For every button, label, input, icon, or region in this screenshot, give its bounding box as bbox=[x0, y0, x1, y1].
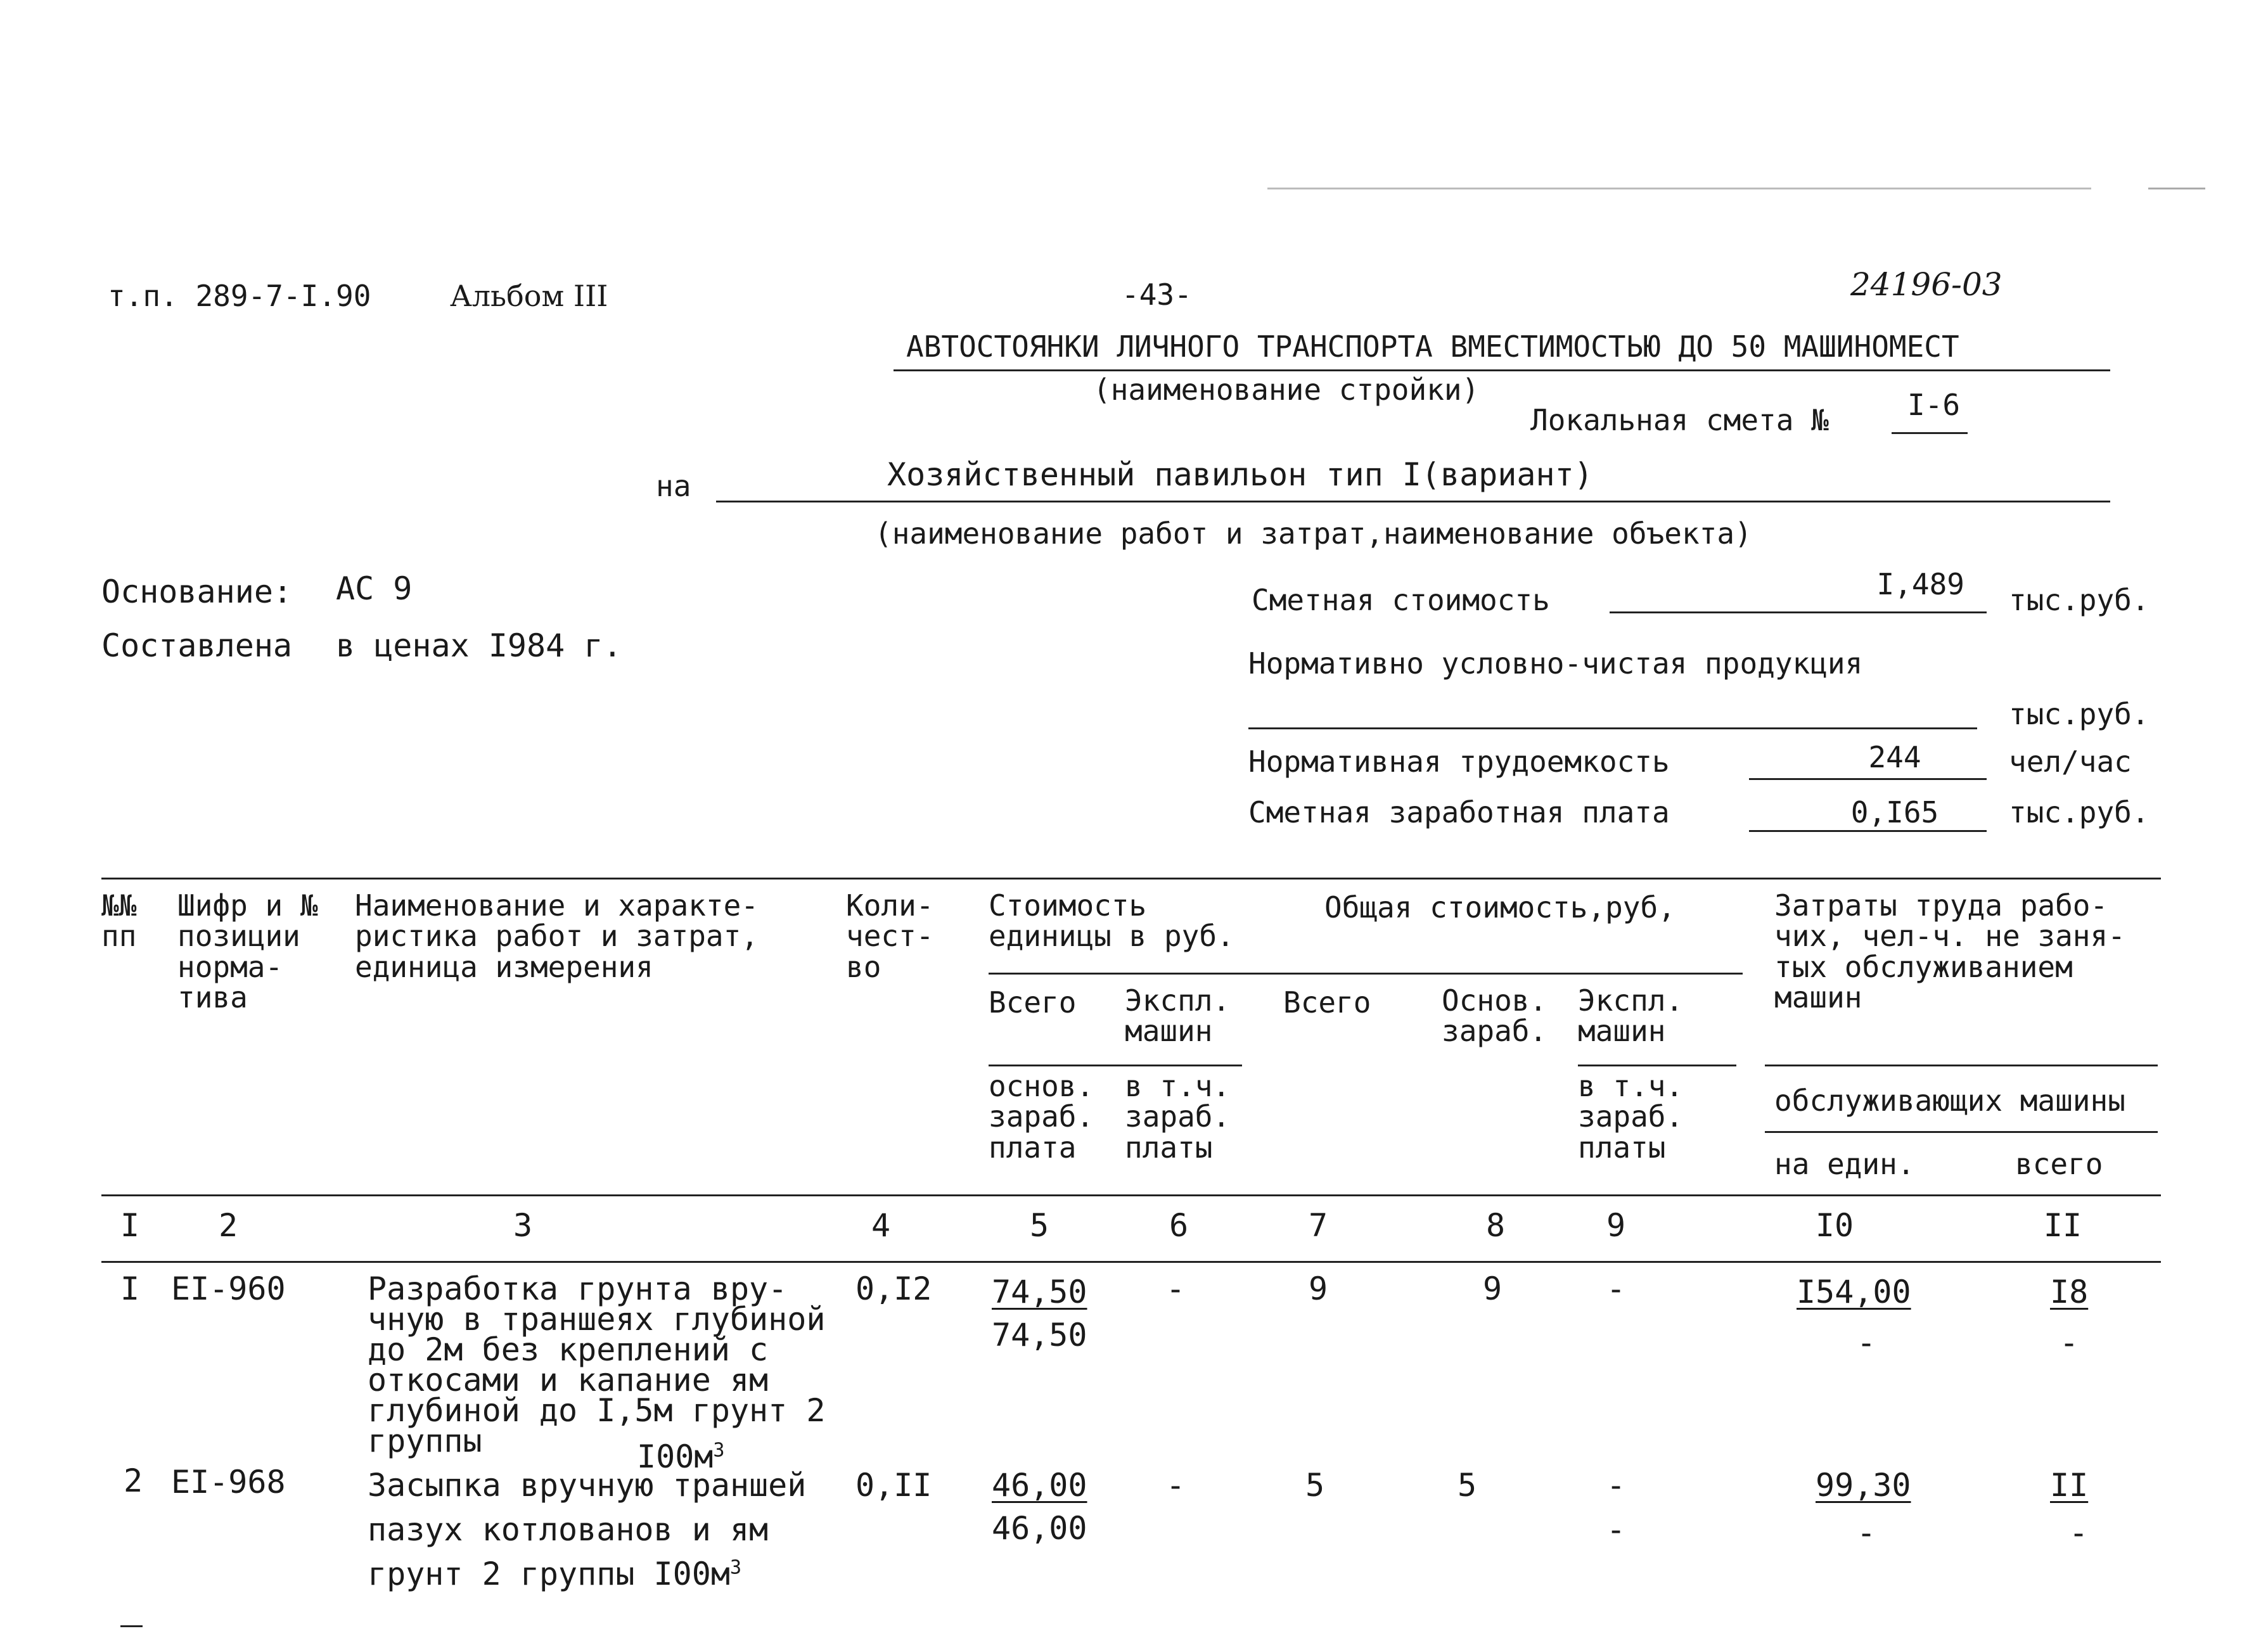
wage-label: Сметная заработная плата bbox=[1248, 795, 1670, 829]
col-header-description: Наименование и характе- ристика работ и затрат, единица измерения bbox=[355, 888, 759, 984]
cost-value: I,489 bbox=[1876, 567, 1964, 601]
row2-description-line1: Засыпка вручную траншей bbox=[368, 1467, 807, 1504]
construction-underline bbox=[894, 369, 2110, 371]
subheader-total: всего bbox=[2015, 1147, 2103, 1181]
handwritten-stamp: 24196-03 bbox=[1850, 266, 2002, 303]
colnum-11: II bbox=[2043, 1207, 2082, 1244]
labor-value: 244 bbox=[1868, 740, 1921, 774]
row1-unit-cost-wage: 74,50 bbox=[992, 1317, 1087, 1353]
row1-total-wage: 9 bbox=[1483, 1270, 1502, 1307]
row1-number: I bbox=[120, 1270, 140, 1307]
estimate-number: I-6 bbox=[1907, 388, 1961, 422]
net-product-underline bbox=[1248, 727, 1977, 729]
row1-unit-cost-exp: - bbox=[1166, 1270, 1186, 1307]
scan-mark bbox=[120, 1625, 143, 1627]
row2-labor-per-unit-serv: - bbox=[1857, 1514, 1876, 1551]
row2-total-wage: 5 bbox=[1458, 1467, 1477, 1504]
col-header-labor: Затраты труда рабо- чих, чел-ч. не заня- тых обслуживанием машин bbox=[1774, 888, 2125, 1014]
row1-labor-per-unit-serv: - bbox=[1857, 1324, 1876, 1361]
basis-label: Основание: bbox=[101, 573, 293, 610]
na-label: на bbox=[656, 469, 691, 503]
subheader-incl-wage-1: в т.ч. зараб. платы bbox=[1125, 1069, 1231, 1165]
row1-labor-per-unit: I54,00 bbox=[1797, 1274, 1911, 1310]
row2-description-line3: грунт 2 группы $I00м^3$ bbox=[368, 1556, 742, 1592]
col-header-code: Шифр и № позиции норма- тива bbox=[177, 888, 318, 1014]
scan-artifact-line bbox=[1267, 188, 2091, 189]
col-header-total-cost: Общая стоимость,руб, bbox=[1324, 890, 1675, 924]
subheader-all-2: Всего bbox=[1283, 985, 1371, 1020]
cost-underline bbox=[1610, 611, 1987, 613]
row2-description-line2: пазух котлованов и ям bbox=[368, 1511, 769, 1548]
prices-value: в ценах I984 г. bbox=[336, 627, 622, 664]
prices-label: Составлена bbox=[101, 627, 293, 664]
subheader-exp-1: Экспл. машин bbox=[1125, 983, 1231, 1049]
row2-labor-total: II bbox=[2050, 1467, 2089, 1504]
col-header-unit-cost: Стоимость единицы в руб. bbox=[989, 888, 1234, 954]
colnum-3: 3 bbox=[513, 1207, 533, 1244]
wage-underline bbox=[1749, 830, 1987, 832]
colnum-2: 2 bbox=[218, 1207, 238, 1244]
row1-unit-cost-all: 74,50 bbox=[992, 1274, 1087, 1310]
net-product-unit: тыс.руб. bbox=[2009, 697, 2149, 731]
cost-label: Сметная стоимость bbox=[1252, 583, 1550, 617]
row1-labor-total: I8 bbox=[2050, 1274, 2089, 1310]
row1-quantity: 0,I2 bbox=[855, 1270, 932, 1307]
subheader-rule-right bbox=[1578, 1065, 1736, 1066]
row1-total-exp: - bbox=[1606, 1270, 1626, 1307]
subheader-serving-machines: обслуживающих машины bbox=[1774, 1084, 2125, 1118]
row2-unit-cost-all: 46,00 bbox=[992, 1467, 1087, 1504]
table-top-rule bbox=[101, 878, 2161, 879]
row1-labor-total-serv: - bbox=[2060, 1324, 2079, 1361]
estimate-number-underline bbox=[1892, 432, 1968, 434]
construction-caption: (наименование стройки) bbox=[1093, 373, 1480, 407]
object-caption: (наименование работ и затрат,наименование объекта) bbox=[875, 516, 1752, 551]
col-header-quantity: Коли- чест- во bbox=[846, 888, 934, 984]
colnum-7: 7 bbox=[1308, 1207, 1328, 1244]
doc-ref: т.п. 289-7-I.90 bbox=[108, 279, 371, 313]
net-product-label: Нормативно условно-чистая продукция bbox=[1248, 646, 1863, 681]
row2-labor-per-unit: 99,30 bbox=[1816, 1467, 1911, 1504]
colnum-9: 9 bbox=[1606, 1207, 1626, 1244]
row2-quantity: 0,II bbox=[855, 1467, 932, 1504]
labor-rule-2 bbox=[1765, 1131, 2158, 1133]
colnum-8: 8 bbox=[1485, 1207, 1506, 1244]
scan-artifact-dash bbox=[2148, 188, 2205, 189]
colnum-bottom-rule bbox=[101, 1261, 2161, 1263]
colnum-10: I0 bbox=[1815, 1207, 1854, 1244]
row2-code: EI-968 bbox=[171, 1464, 286, 1500]
basis-value: АС 9 bbox=[336, 570, 413, 607]
page-number: -43- bbox=[1122, 278, 1192, 312]
col-header-number: №№ пп bbox=[101, 888, 137, 954]
subheader-per-unit: на един. bbox=[1774, 1147, 1915, 1181]
subheader-incl-wage-2: в т.ч. зараб. платы bbox=[1578, 1069, 1684, 1165]
row2-labor-total-serv: - bbox=[2069, 1514, 2089, 1551]
construction-name: АВТОСТОЯНКИ ЛИЧНОГО ТРАНСПОРТА ВМЕСТИМОСТЬЮ ДО 50 МАШИНОМЕСТ bbox=[906, 329, 1959, 364]
labor-label: Нормативная трудоемкость bbox=[1248, 745, 1670, 779]
album-label: Альбом III bbox=[450, 279, 608, 313]
colnum-4: 4 bbox=[871, 1207, 891, 1244]
row2-unit-cost-wage: 46,00 bbox=[992, 1510, 1087, 1547]
object-underline bbox=[716, 501, 2110, 502]
estimate-label: Локальная смета № bbox=[1530, 403, 1829, 437]
row2-number: 2 bbox=[124, 1462, 143, 1499]
labor-rule-1 bbox=[1765, 1065, 2158, 1066]
labor-unit: чел/час bbox=[2009, 745, 2132, 779]
colnum-1: I bbox=[120, 1207, 140, 1244]
header-bottom-rule bbox=[101, 1194, 2161, 1196]
colnum-6: 6 bbox=[1169, 1207, 1189, 1244]
row1-total-all: 9 bbox=[1309, 1270, 1328, 1307]
row1-unit: $I00м^3$ bbox=[637, 1438, 725, 1475]
wage-unit: тыс.руб. bbox=[2009, 795, 2149, 829]
subheader-exp-2: Экспл. машин bbox=[1578, 983, 1684, 1049]
row2-total-exp-wage: - bbox=[1606, 1511, 1626, 1548]
row2-total-all: 5 bbox=[1305, 1467, 1325, 1504]
subheader-all-1: Всего bbox=[989, 985, 1077, 1020]
cost-group-rule bbox=[989, 973, 1743, 975]
colnum-5: 5 bbox=[1029, 1207, 1049, 1244]
row1-code: EI-960 bbox=[171, 1270, 286, 1307]
labor-underline bbox=[1749, 778, 1987, 780]
row2-total-exp: - bbox=[1606, 1467, 1626, 1504]
subheader-rule-left bbox=[989, 1065, 1242, 1066]
row2-unit-cost-exp: - bbox=[1166, 1467, 1186, 1504]
cost-unit: тыс.руб. bbox=[2009, 583, 2149, 617]
wage-value: 0,I65 bbox=[1850, 795, 1939, 829]
row1-description: Разработка грунта вру- чную в траншеях глубиной до 2м без креплений с откосами и капание ям глубиной до I,5м грунт 2 группы bbox=[368, 1270, 826, 1459]
subheader-basic-wage: Основ. зараб. bbox=[1442, 983, 1547, 1049]
subheader-base-wage-plata: основ. зараб. плата bbox=[989, 1069, 1094, 1165]
object-name: Хозяйственный павильон тип I(вариант) bbox=[887, 456, 1593, 493]
